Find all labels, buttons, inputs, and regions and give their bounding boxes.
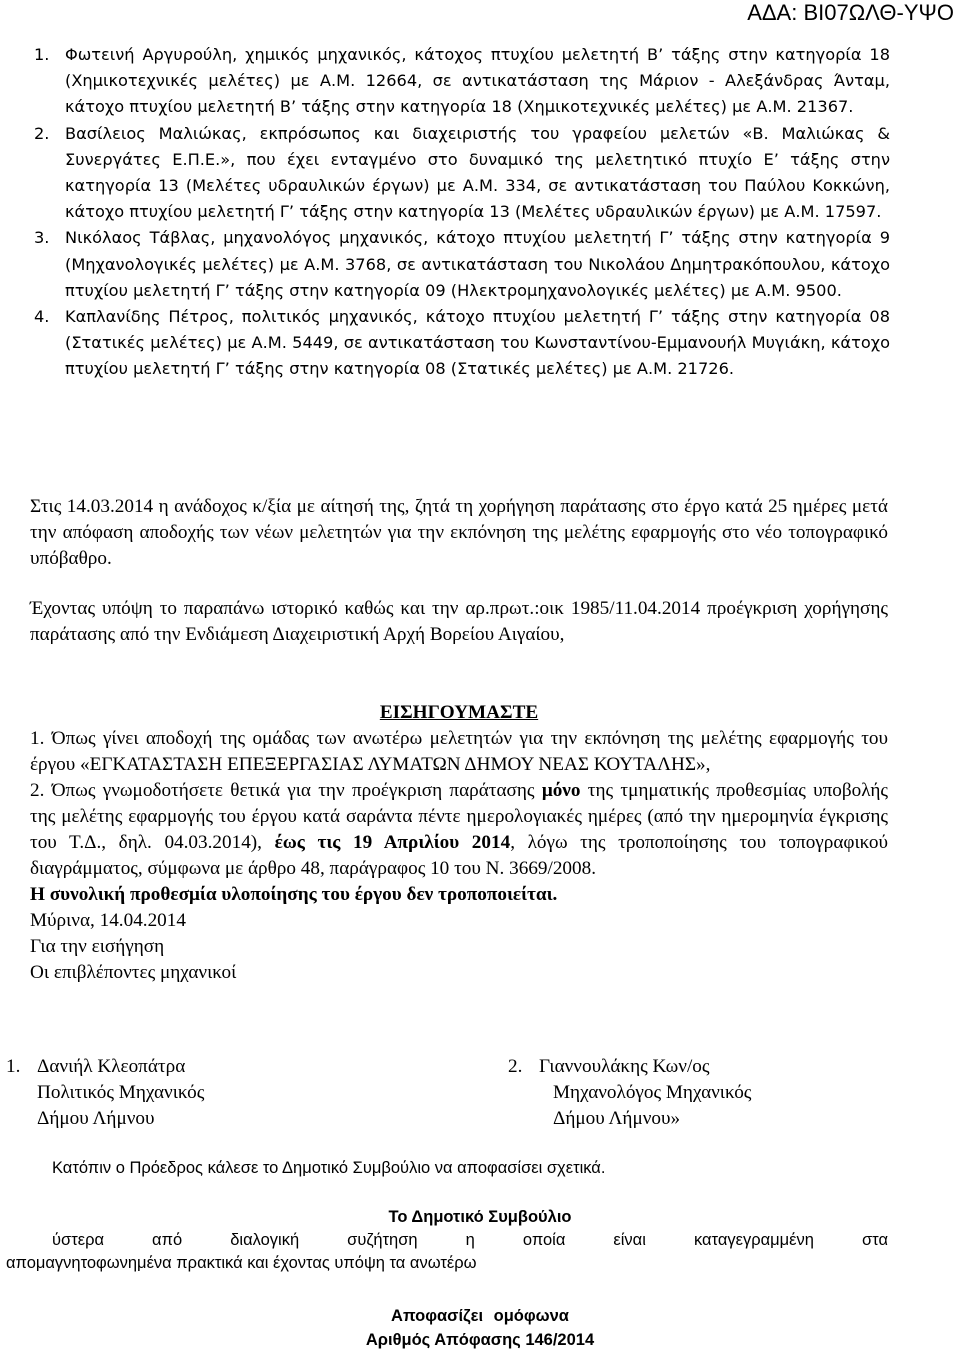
extension-paragraph: Στις 14.03.2014 η ανάδοχος κ/ξία με αίτησή της, ζητά τη χορήγηση παράτασης στο έργο κατά 25 ημέρες μετά την απόφαση αποδοχής των νέων μελετητών για την εκπόνηση της μελέτης εφαρμογής στο νέο τοπογραφικό υπόβαθρο. [30, 496, 888, 569]
council-heading: Το Δημοτικό Συμβούλιο [388, 1208, 572, 1226]
list-item [34, 225, 890, 304]
list-item-text: Βασίλειος Μαλιώκας, εκπρόσωπος και διαχειριστής του γραφείου μελετών «Β. Μαλιώκας & Συνεργάτες Ε.Π.Ε.», που έχει ενταγμένο στο δυναμικό της μελετητικό πτυχίο Ε’ τάξης στην κατηγορία 13 (Μελέτες υδραυλικών έργων) με Α.Μ. 334, σε αντικατάσταση του Παύλου Κοκκώνη, κάτοχο πτυχίου μελετητή Γ’ τάξης στην κατηγορία 13 (Μελέτες υδραυλικών έργων) με Α.Μ. 17597. [65, 123, 890, 222]
signatory-role: Πολιτικός Μηχανικός [37, 1082, 205, 1103]
list-item [34, 42, 890, 121]
for-proposal-label: Για την εισήγηση [30, 936, 165, 957]
signatory-1 [6, 1054, 204, 1132]
list-item-text: Καπλανίδης Πέτρος, πολιτικός μηχανικός, κάτοχο πτυχίου μελετητή Γ’ τάξης στην κατηγορία 08 (Στατικές μελέτες) με Α.Μ. 5449, σε αντικατάσταση του Κωνσταντίνου-Εμμανουήλ Μυγιάκη, κάτοχο πτυχίου μελετητή Γ’ τάξης στην κατηγορία 08 (Στατικές μελέτες) με Α.Μ. 21726. [65, 307, 890, 379]
list-item [34, 121, 890, 226]
list-item-number: 3. [34, 228, 50, 248]
supervisors-label: Οι επιβλέποντες μηχανικοί [30, 962, 237, 983]
history-paragraph: Έχοντας υπόψη το παραπάνω ιστορικό καθώς και την αρ.πρωτ.:οικ 1985/11.04.2014 προέγκριση χορήγησης παράτασης από την Ενδιάμεση Διαχειριστική Αρχή Βορείου Αιγαίου, [30, 598, 888, 645]
proposal-item-1: 1. Όπως γίνει αποδοχή της ομάδας των ανωτέρω μελετητών για την εκπόνηση της μελέτης εφαρμογής του έργου «ΕΓΚΑΤΑΣΤΑΣΗ ΕΠΕΞΕΡΓΑΣΙΑΣ ΛΥΜΑΤΩΝ ΔΗΜΟΥ ΝΕΑΣ ΚΟΥΤΑΛΗΣ», [30, 728, 888, 775]
ada-code: ΑΔΑ: ΒΙ07ΩΛΘ-ΥΨΟ [747, 0, 954, 25]
list-item-text: Φωτεινή Αργυρούλη, χημικός μηχανικός, κάτοχος πτυχίου μελετητή Β’ τάξης στην κατηγορία 18 (Χημικοτεχνικές μελέτες) με Α.Μ. 12664, σε αντικατάσταση της Μάριον - Αλεξάνδρας Άνταμ, κάτοχο πτυχίου μελετητή Β’ τάξης στην κατηγορία 18 (Χημικοτεχνικές μελέτες) με Α.Μ. 21367. [65, 45, 890, 117]
council-intro: Κατόπιν ο Πρόεδρος κάλεσε το Δημοτικό Συμβούλιο να αποφασίσει σχετικά. [52, 1159, 606, 1177]
signatory-number: 2. [508, 1056, 523, 1077]
proposal-item-2-text: της τμηματικής προθεσμίας υποβολής της μελέτης εφαρμογής του έργου κατά σαράντα πέντε ημερολογιακές ημέρες (από την ημερομηνία έγκρισης του Τ.Δ., δηλ. 04.03.2014), [30, 780, 888, 853]
decision-unanimous: Αποφασίζει ομόφωνα [391, 1307, 569, 1325]
proposal-item-2 [30, 778, 888, 882]
list-item-number: 2. [34, 123, 50, 143]
decision-number: Αριθμός Απόφασης 146/2014 [365, 1331, 595, 1349]
list-item [34, 304, 890, 383]
signatory-org: Δήμου Λήμνου [37, 1108, 155, 1129]
list-item-number: 4. [34, 307, 50, 327]
list-item-text: Νικόλαος Τάβλας, μηχανολόγος μηχανικός, κάτοχο πτυχίου μελετητή Γ’ τάξης στην κατηγορία 9 (Μηχανολογικές μελέτες) με Α.Μ. 3768, σε αντικατάσταση του Νικολάου Δημητρακόπουλου, κάτοχο πτυχίου μελετητή Γ’ τάξης στην κατηγορία 09 (Ηλεκτρομηχανολογικές μελέτες) με Α.Μ. 9500. [65, 228, 890, 300]
council-text-line: ύστερα από διαλογική συζήτηση η οποία είναι καταγεγραμμένη στα [52, 1231, 888, 1249]
signatory-name: Γιαννουλάκης Κων/ος [539, 1056, 710, 1077]
council-text-line: απομαγνητοφωνημένα πρακτικά και έχοντας υπόψη τα ανωτέρω [6, 1254, 477, 1272]
decision-block [0, 1304, 960, 1352]
emphasis-only: μόνο [541, 780, 581, 801]
proposal-heading: ΕΙΣΗΓΟΥΜΑΣΤΕ [379, 702, 539, 723]
signatory-name: Δανιήλ Κλεοπάτρα [37, 1056, 186, 1077]
place-date: Μύρινα, 14.04.2014 [30, 910, 186, 931]
deadline-note: Η συνολική προθεσμία υλοποίησης του έργου δεν τροποποιείται. [30, 884, 558, 905]
list-item-number: 1. [34, 45, 50, 64]
signatory-2 [508, 1054, 751, 1132]
signatory-org: Δήμου Λήμνου» [553, 1108, 681, 1129]
emphasis-deadline: έως τις 19 Απριλίου 2014 [274, 832, 511, 853]
proposal-section [30, 700, 888, 986]
council-section [0, 1206, 960, 1275]
signatory-number: 1. [6, 1056, 21, 1077]
proposal-item-2-text: 2. Όπως γνωμοδοτήσετε θετικά για την προέγκριση παράτασης [30, 780, 542, 801]
designers-list [34, 42, 890, 383]
proposal-item-2-text: , λόγω της τροποποίησης του τοπογραφικού διαγράμματος, σύμφωνα με άρθρο 48, παράγραφος 10 του Ν. 3669/2008. [30, 832, 888, 879]
signatory-role: Μηχανολόγος Μηχανικός [553, 1082, 752, 1103]
